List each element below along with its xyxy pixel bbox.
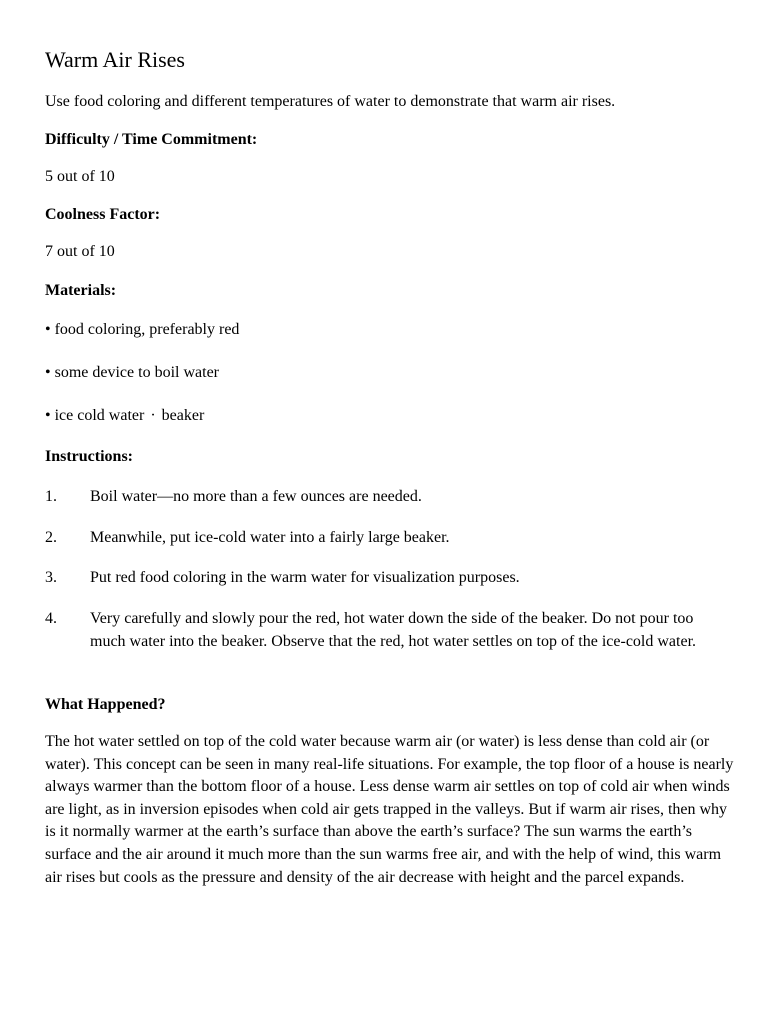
- step-number: 4.: [45, 610, 57, 627]
- material-item: • some device to boil water: [45, 364, 219, 381]
- difficulty-heading: Difficulty / Time Commitment:: [45, 131, 258, 148]
- step-number: 1.: [45, 488, 57, 505]
- page-title: Warm Air Rises: [45, 47, 185, 72]
- intro-text: Use food coloring and different temperatures of water to demonstrate that warm air rises.: [45, 93, 616, 110]
- what-happened-text: The hot water settled on top of the cold water because warm air (or water) is less dense than cold air (or water). This concept can be seen in many real-life situations. For example, the top floor of a house is nearly always warmer than the bottom floor of a house. Less dense warm air settles on top of cold air when winds are light, as in inversion episodes when cold air gets trapped in the valleys. But if warm air rises, then why is it normally warmer at the earth’s surface than above the earth’s surface? The sun warms the earth’s surface and the air around it much more than the sun warms free air, and with the help of wind, this warm air rises but cools as the pressure and density of the air decrease with height and the parcel expands.: [45, 733, 734, 886]
- coolness-heading: Coolness Factor:: [45, 206, 161, 223]
- step-number: 2.: [45, 529, 57, 546]
- materials-heading: Materials:: [45, 282, 117, 299]
- material-item-text: beaker: [161, 407, 205, 424]
- step-number: 3.: [45, 569, 57, 586]
- step-text: Put red food coloring in the warm water for visualization purposes.: [90, 569, 520, 586]
- what-happened-heading: What Happened?: [45, 696, 166, 713]
- difficulty-value: 5 out of 10: [45, 168, 115, 185]
- step-text: Boil water—no more than a few ounces are needed.: [90, 488, 422, 505]
- material-item-text: • ice cold water: [45, 407, 145, 424]
- material-item: • food coloring, preferably red: [45, 321, 240, 338]
- step-text: Very carefully and slowly pour the red, hot water down the side of the beaker. Do not pour too much water into the beaker. Observe that the red, hot water settles on top of the ice-cold water.: [90, 610, 697, 650]
- coolness-value: 7 out of 10: [45, 243, 115, 260]
- step-text: Meanwhile, put ice-cold water into a fairly large beaker.: [90, 529, 450, 546]
- material-item: [45, 405, 204, 427]
- instructions-heading: Instructions:: [45, 448, 134, 465]
- inline-separator: ·: [150, 407, 156, 424]
